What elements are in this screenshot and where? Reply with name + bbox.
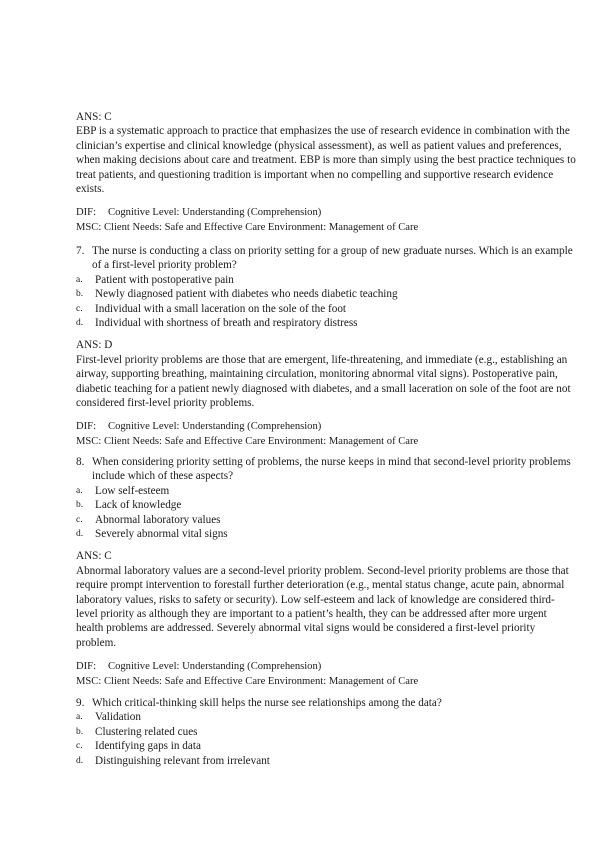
option-letter: a. <box>76 485 83 496</box>
option-letter: a. <box>76 274 83 285</box>
option-c <box>76 739 576 753</box>
option-letter: c. <box>76 741 83 752</box>
rationale: First-level priority problems are those that are emergent, life-threatening, and immediate (e.g., establishing an airway, supporting breathing, maintaining circulation, monitoring abnormal vital signs). Postoperative pain, diabetic teaching for a patient newly diagnosed with diabetes, and a small laceration on sole of the foot are not considered first-level priority problems. <box>76 353 571 410</box>
option-d <box>76 316 576 330</box>
option-a <box>76 484 576 498</box>
option-text: Abnormal laboratory values <box>95 513 221 526</box>
question-stem <box>76 696 576 710</box>
option-letter: c. <box>76 514 83 525</box>
answer-key: ANS: C <box>76 111 112 123</box>
option-text: Clustering related cues <box>95 725 198 738</box>
option-text: Newly diagnosed patient with diabetes who needs diabetic teaching <box>95 288 398 301</box>
question-9 <box>76 696 576 768</box>
difficulty-line <box>76 420 576 434</box>
difficulty-value: Cognitive Level: Understanding (Comprehension) <box>108 207 322 219</box>
option-text: Patient with postoperative pain <box>95 273 234 286</box>
option-letter: c. <box>76 303 83 314</box>
option-letter: d. <box>76 529 84 540</box>
option-text: Individual with shortness of breath and respiratory distress <box>95 317 358 330</box>
option-letter: b. <box>76 726 84 737</box>
option-a <box>76 273 576 287</box>
rationale: EBP is a systematic approach to practice that emphasizes the use of research evidence in combination with the clinician’s expertise and clinical knowledge (physical assessment), as well as patient values and preferences, when making decisions about care and treatment. EBP is more than simply using the best practice techniques to treat patients, and questioning tradition is important when no compelling and supportive research evidence exists. <box>76 125 576 196</box>
difficulty-line <box>76 206 576 220</box>
option-letter: a. <box>76 712 83 723</box>
question-stem <box>76 455 576 484</box>
rationale: Abnormal laboratory values are a second-level priority problem. Second-level priority problems are those that require prompt intervention to forestall further deterioration (e.g., mental status change, acute pain, abnormal laboratory values, risks to safety or security). Low self-esteem and lack of knowledge are considered third-level priority as although they are important to a patient’s health, they can be addressed after more urgent health problems are addressed. Severely abnormal vital signs would be considered a first-level priority problem. <box>76 564 569 649</box>
option-b <box>76 725 576 739</box>
option-b <box>76 287 576 301</box>
msc-line: MSC: Client Needs: Safe and Effective Care Environment: Management of Care <box>76 675 419 687</box>
option-text: Identifying gaps in data <box>95 740 201 753</box>
answer-key: ANS: C <box>76 550 112 563</box>
difficulty-label: DIF: <box>76 207 97 219</box>
question-text: When considering priority setting of problems, the nurse keeps in mind that second-level priority problems include which of these aspects? <box>92 456 571 483</box>
msc-line: MSC: Client Needs: Safe and Effective Care Environment: Management of Care <box>76 221 419 233</box>
option-text: Low self-esteem <box>95 484 170 497</box>
option-d <box>76 754 576 768</box>
option-text: Lack of knowledge <box>95 499 182 512</box>
question-8 <box>76 455 576 689</box>
msc-line: MSC: Client Needs: Safe and Effective Care Environment: Management of Care <box>76 435 419 447</box>
option-c <box>76 513 576 527</box>
option-letter: b. <box>76 289 84 300</box>
question-7 <box>76 244 576 449</box>
question-stem <box>76 244 576 273</box>
option-c <box>76 302 576 316</box>
difficulty-value: Cognitive Level: Understanding (Comprehension) <box>108 421 322 433</box>
option-letter: d. <box>76 318 84 329</box>
option-b <box>76 498 576 512</box>
answer-block-6 <box>76 110 576 235</box>
option-text: Validation <box>95 711 141 724</box>
question-number: 8. <box>76 456 85 468</box>
option-letter: d. <box>76 755 84 766</box>
question-text: Which critical-thinking skill helps the nurse see relationships among the data? <box>92 697 442 709</box>
difficulty-line <box>76 660 576 674</box>
question-number: 7. <box>76 245 85 257</box>
question-text: The nurse is conducting a class on priority setting for a group of new graduate nurses. Which is an example of a first-level priority problem? <box>92 245 573 272</box>
answer-key: ANS: D <box>76 339 113 352</box>
question-number: 9. <box>76 697 85 709</box>
option-text: Distinguishing relevant from irrelevant <box>95 754 270 767</box>
option-text: Severely abnormal vital signs <box>95 528 228 541</box>
difficulty-label: DIF: <box>76 421 97 433</box>
option-text: Individual with a small laceration on the sole of the foot <box>95 302 347 315</box>
option-letter: b. <box>76 500 84 511</box>
option-a <box>76 710 576 724</box>
option-d <box>76 527 576 541</box>
difficulty-label: DIF: <box>76 661 97 673</box>
difficulty-value: Cognitive Level: Understanding (Comprehension) <box>108 661 322 673</box>
